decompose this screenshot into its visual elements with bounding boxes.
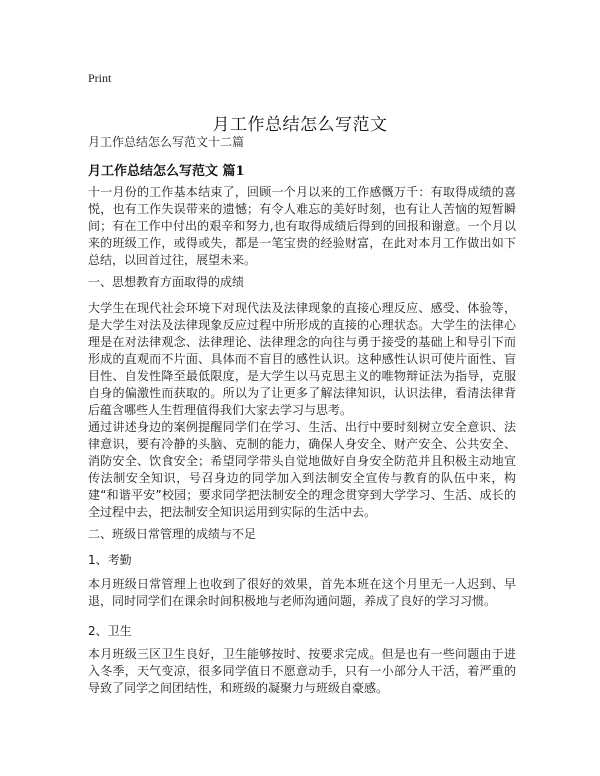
paragraph-legal-psychology: 大学生在现代社会环境下对现代法及法律现象的直接心理反应、感受、体验等，是大学生对法及法律现象反应过程中所形成的直接的心理状态。大学生的法律心理是在对法律观念、法律理论、法律理念的向往与勇于接受的基础上和导引下而形成的直观而不片面、具体而不盲目的感性认识。这种感性认识可使片面性、盲目性、自发性降至最低限度，是大学生以马克思主义的唯物辩证法为指导，克服自身的偏激性而获取的。所以为了让更多了解法律知识，认识法律，看清法律背后蕴含哪些人生哲理值得我们大家去学习与思考。 (88, 301, 516, 417)
paragraph-attendance: 本月班级日常管理上也收到了很好的效果，首先本班在这个月里无一人迟到、早退，同时同学们在课余时间积极地与老师沟通问题，养成了良好的学习习惯。 (88, 577, 516, 608)
page-title: 月工作总结怎么写范文 (212, 115, 388, 136)
paragraph-safety-education: 通过讲述身边的案例提醒同学们在学习、生活、出行中要时刻树立安全意识、法律意识，要有冷静的头脑、克制的能力，确保人身安全、财产安全、公共安全、消防安全、饮食安全；希望同学带头自觉地做好自身安全防范并且积极主动地宣传法制安全知识，号召身边的同学加入到法制安全宣传与教育的队伍中来，构建“和谐平安”校园；要求同学把法制安全的理念贯穿到大学学习、生活、成长的全过程中去，把法制安全知识运用到实际的生活中去。 (88, 420, 516, 519)
paragraph-hygiene: 本月班级三区卫生良好，卫生能够按时、按要求完成。但是也有一些问题由于进入冬季，天气变凉，很多同学值日不愿意动手，只有一小部分人干活，着严重的导致了同学之间团结性，和班级的凝聚力与班级自豪感。 (88, 647, 516, 695)
paragraph-intro: 十一月份的工作基本结束了，回顾一个月以来的工作感慨万千：有取得成绩的喜悦，也有工作失误带来的遗憾；有令人难忘的美好时刻，也有让人苦恼的短暂瞬间；有在工作中付出的艰辛和努力,也有取得成绩后得到的回报和谢意。一个月以来的班级工作，或得或失，都是一笔宝贵的经验财富，在此对本月工作做出如下总结，以回首过往，展望未来。 (88, 185, 516, 267)
print-link[interactable]: Print (88, 71, 112, 85)
subtitle: 月工作总结怎么写范文十二篇 (88, 135, 245, 149)
subheading-hygiene: 2、卫生 (88, 624, 132, 638)
section-heading-daily-management: 二、班级日常管理的成绩与不足 (88, 527, 257, 541)
section-heading-ideology: 一、思想教育方面取得的成绩 (88, 275, 245, 289)
subheading-attendance: 1、考勤 (88, 553, 132, 567)
chapter-title: 月工作总结怎么写范文 篇1 (88, 164, 245, 179)
